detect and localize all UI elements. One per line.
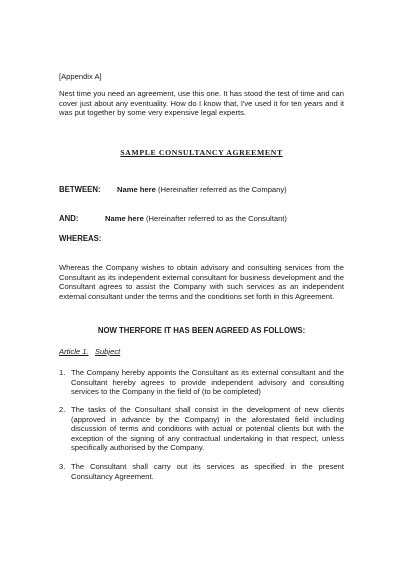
list-item: The Consultant shall carry out its services as specified in the present Consultancy Agreement. (71, 462, 344, 481)
intro-paragraph: Nest time you need an agreement, use this one. It has stood the test of time and can cover just about any eventuality. How do I know that, I've used it for ten years and it was put together by some very expensive legal experts. (59, 89, 344, 118)
list-item-number: 2. (59, 405, 66, 414)
between-party-desc: (Hereinafter referred as the Company) (157, 185, 287, 194)
and-label: AND: (59, 214, 79, 223)
article-heading (59, 347, 120, 356)
between-party-name: Name here (117, 185, 156, 194)
appendix-label: [Appendix A] (59, 72, 102, 81)
whereas-label: WHEREAS: (59, 234, 102, 243)
and-party (105, 214, 287, 223)
list-item-number: 1. (59, 368, 66, 377)
article-number: Article 1. (59, 347, 89, 356)
between-label: BETWEEN: (59, 185, 101, 194)
article-title: Subject (94, 347, 121, 356)
and-party-name: Name here (105, 214, 144, 223)
list-item-number: 3. (59, 462, 66, 471)
whereas-paragraph: Whereas the Company wishes to obtain advisory and consulting services from the Consultant as its independent external consultant for business development and the Consultant agrees to assist the Company with such services as an independent external consultant under the terms and the conditions set forth in this Agreement. (59, 263, 344, 301)
between-party (117, 185, 287, 194)
list-item: The Company hereby appoints the Consultant as its external consultant and the Consultant hereby agrees to provide independent advisory and consulting services to the Company in the field of (to be completed) (71, 368, 344, 397)
and-party-desc: (Hereinafter referred to as the Consultant) (145, 214, 287, 223)
list-item: The tasks of the Consultant shall consist in the development of new clients (approved in advance by the Company) in the aforestated field including discussion of terms and conditions with actual or potential clients but with the exception of the signing of any contractual undertaking in that respect, unless specifically authorised by the Company. (71, 405, 344, 453)
document-title: SAMPLE CONSULTANCY AGREEMENT (120, 148, 283, 157)
agreed-heading: NOW THERFORE IT HAS BEEN AGREED AS FOLLOWS: (97, 326, 306, 335)
